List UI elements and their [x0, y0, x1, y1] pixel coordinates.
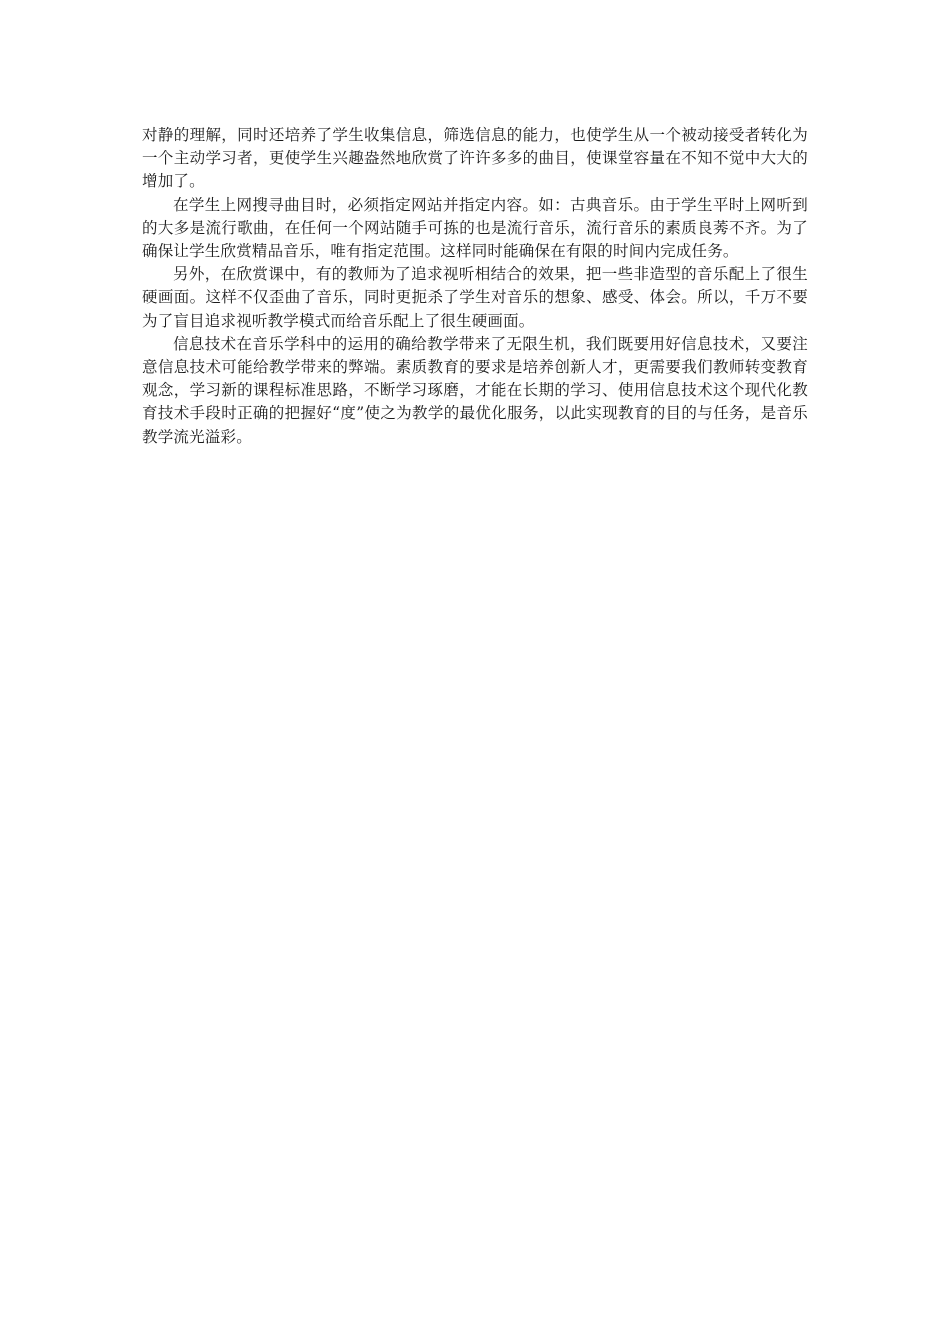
paragraph-4: 信息技术在音乐学科中的运用的确给教学带来了无限生机，我们既要用好信息技术，又要注意信息技术可能给教学带来的弊端。素质教育的要求是培养创新人才，更需要我们教师转变教育观念，学习新的课程标准思路，不断学习琢磨，才能在长期的学习、使用信息技术这个现代化教育技术手段时正确的把握好“度”使之为教学的最优化服务，以此实现教育的目的与任务，是音乐教学流光溢彩。 [142, 334, 808, 446]
document-body [142, 124, 808, 449]
paragraph-3: 另外，在欣赏课中，有的教师为了追求视听相结合的效果，把一些非造型的音乐配上了很生硬画面。这样不仅歪曲了音乐，同时更扼杀了学生对音乐的想象、感受、体会。所以，千万不要为了盲目追求视听教学模式而给音乐配上了很生硬画面。 [142, 265, 808, 330]
paragraph-1: 对静的理解，同时还培养了学生收集信息，筛选信息的能力，也使学生从一个被动接受者转化为一个主动学习者，更使学生兴趣盎然地欣赏了许许多多的曲目，使课堂容量在不知不觉中大大的增加了。 [142, 126, 808, 191]
paragraph-2: 在学生上网搜寻曲目时，必须指定网站并指定内容。如：古典音乐。由于学生平时上网听到的大多是流行歌曲，在任何一个网站随手可拣的也是流行音乐，流行音乐的素质良莠不齐。为了确保让学生欣赏精品音乐，唯有指定范围。这样同时能确保在有限的时间内完成任务。 [142, 195, 808, 261]
